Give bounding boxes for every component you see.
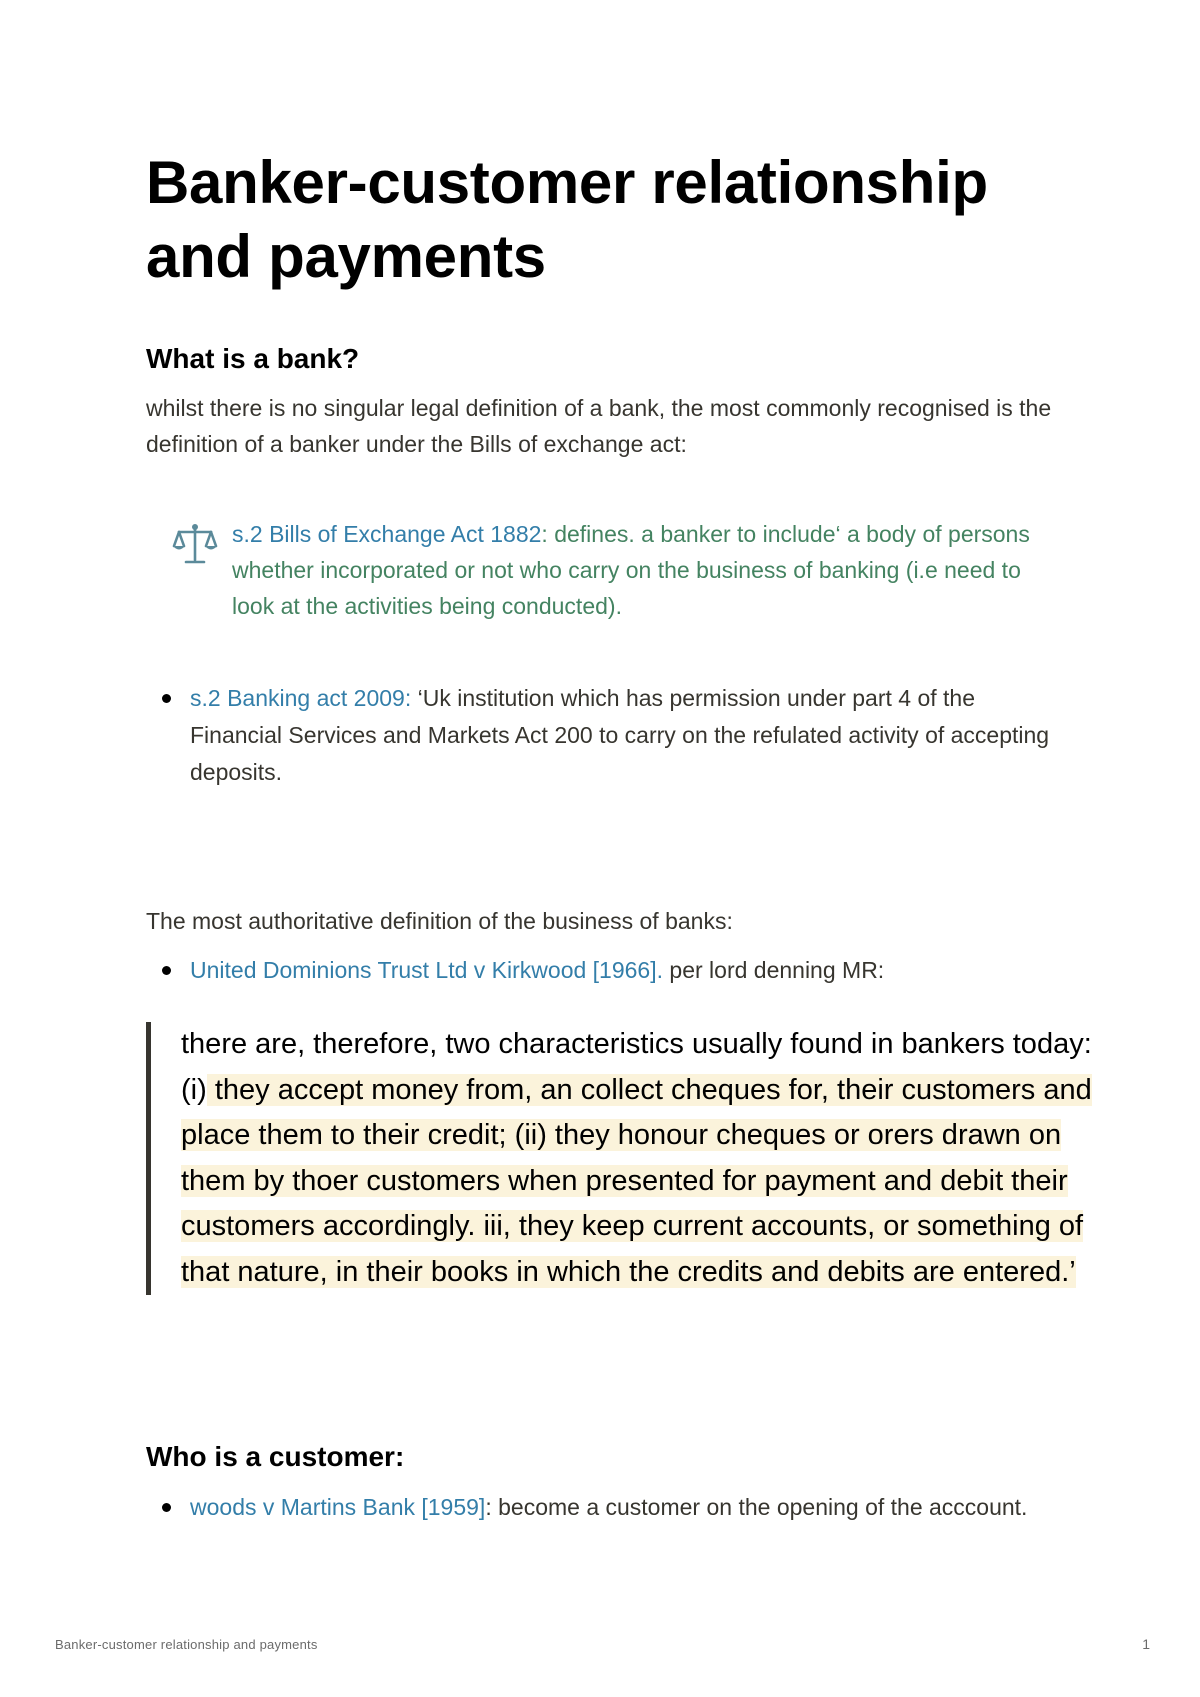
woods-case-link[interactable]: woods v Martins Bank [1959] — [190, 1494, 486, 1520]
heading-who-is-a-customer: Who is a customer: — [146, 1441, 405, 1472]
banking-act-link[interactable]: s.2 Banking act 2009: — [190, 685, 412, 711]
heading-what-is-a-bank: What is a bank? — [146, 343, 360, 374]
intro-paragraph: whilst there is no singular legal definition of a bank, the most commonly recognised is the definition of a banker under the Bills of exchange act: — [146, 395, 1052, 457]
denning-quote — [146, 1022, 1101, 1295]
page-title: Banker-customer relationship and payments — [146, 149, 988, 290]
authoritative-definition-intro: The most authoritative definition of the business of banks: — [146, 908, 733, 934]
list-item-kirkwood-case — [160, 952, 1060, 989]
callout-body: : defines. a banker to include‘ a body of persons whether incorporated or not who carry on the business of banking (i.e need to look at the activities being conducted). — [232, 521, 1030, 619]
kirkwood-case-text: per lord denning MR: — [663, 957, 885, 983]
bullet-dot — [160, 952, 190, 989]
list-item-woods-case — [160, 1489, 1060, 1526]
bullet-dot — [160, 1489, 190, 1526]
banking-act-text: ‘Uk institution which has permission under part 4 of the Financial Services and Markets Act 200 to carry on the refulated activity of accepting deposits. — [190, 685, 1050, 785]
quote-plain-text: there are, therefore, two characteristics usually found in bankers today: (i) — [181, 1028, 1092, 1106]
scales-of-justice-icon — [170, 522, 220, 566]
callout-text — [232, 516, 1050, 624]
list-item-banking-act — [160, 680, 1060, 791]
bills-of-exchange-act-link[interactable]: s.2 Bills of Exchange Act 1882 — [232, 521, 542, 547]
quote-highlighted-text: they accept money from, an collect cheques for, their customers and place them to their credit; (ii) they honour cheques or orers drawn on them by thoer customers when presented for payment and debit their customers accordingly. iii, they keep current accounts, or something of that nature, in their books in which the credits and debits are entered.’ — [181, 1073, 1092, 1288]
page-number: 1 — [1142, 1636, 1150, 1652]
callout-bills-of-exchange — [170, 516, 1050, 624]
footer-title: Banker-customer relationship and payments — [55, 1637, 318, 1652]
woods-case-text: : become a customer on the opening of the acccount. — [485, 1494, 1028, 1520]
bullet-dot — [160, 680, 190, 791]
kirkwood-case-link[interactable]: United Dominions Trust Ltd v Kirkwood [1966]. — [190, 957, 664, 983]
